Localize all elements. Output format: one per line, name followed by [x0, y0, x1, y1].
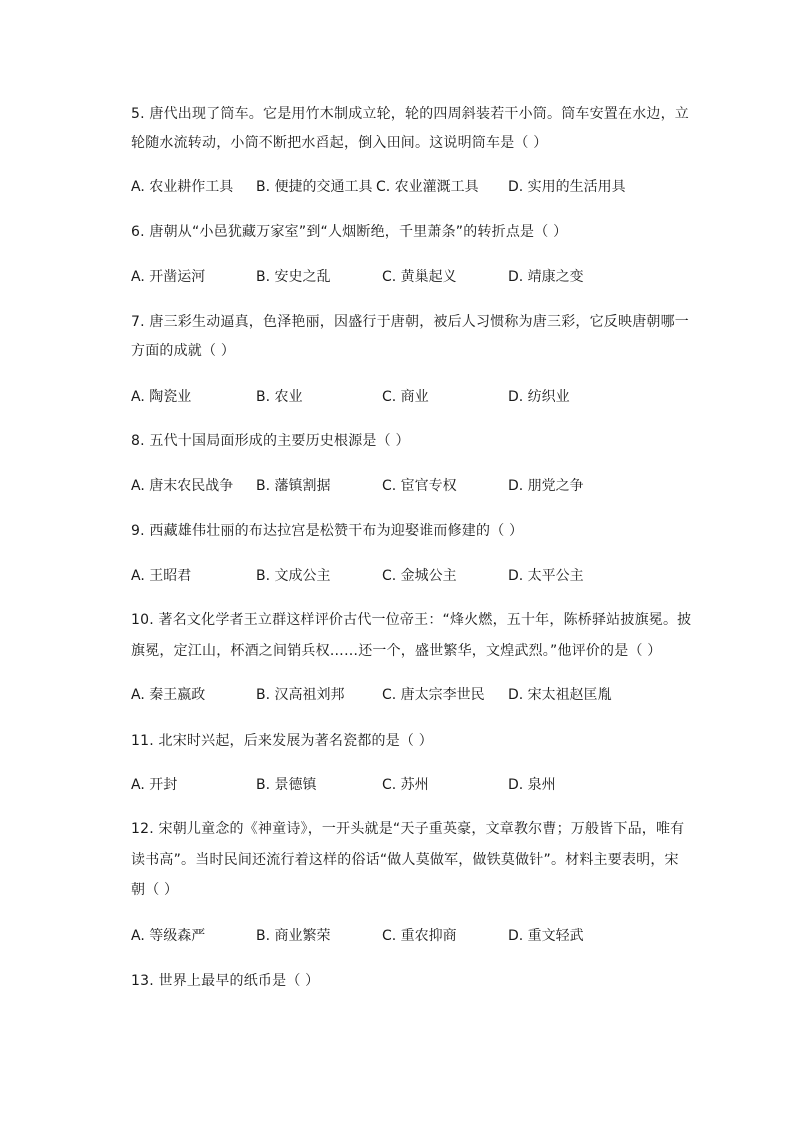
question-10-option-a: A. 秦王嬴政 [131, 687, 206, 703]
question-11-option-a: A. 开封 [131, 777, 178, 793]
question-5-option-a: A. 农业耕作工具 [131, 179, 234, 195]
question-10-line-2: 旗冕，定江山，杯酒之间销兵权……还一个，盛世繁华，文煌武烈。”他评价的是（ ） [131, 643, 662, 659]
question-11-option-c: C. 苏州 [382, 777, 429, 793]
question-5-line-2: 轮随水流转动，小筒不断把水舀起，倒入田间。这说明筒车是（ ） [131, 135, 548, 151]
question-12-option-d: D. 重文轻武 [508, 928, 584, 944]
question-5-option-b: B. 便捷的交通工具 [256, 179, 373, 195]
question-12-option-b: B. 商业繁荣 [256, 928, 331, 944]
question-9-option-c: C. 金城公主 [382, 568, 457, 584]
question-10-option-c: C. 唐太宗李世民 [382, 687, 485, 703]
question-7-option-b: B. 农业 [256, 389, 303, 405]
question-6-option-c: C. 黄巢起义 [382, 269, 457, 285]
question-8-option-b: B. 藩镇割据 [256, 478, 331, 494]
question-8-line-1: 8. 五代十国局面形成的主要历史根源是（ ） [131, 433, 410, 449]
question-8-option-a: A. 唐末农民战争 [131, 478, 234, 494]
question-7-option-c: C. 商业 [382, 389, 429, 405]
question-12-option-a: A. 等级森严 [131, 928, 206, 944]
question-5-line-1: 5. 唐代出现了筒车。它是用竹木制成立轮，轮的四周斜装若干小筒。筒车安置在水边，立 [131, 106, 690, 122]
question-7-option-d: D. 纺织业 [508, 389, 570, 405]
question-5-option-d: D. 实用的生活用具 [508, 179, 626, 195]
question-6-line-1: 6. 唐朝从“小邑犹藏万家室”到“人烟断绝，千里萧条”的转折点是（ ） [131, 224, 568, 240]
question-11-line-1: 11. 北宋时兴起，后来发展为著名瓷都的是（ ） [131, 733, 433, 749]
question-6-option-b: B. 安史之乱 [256, 269, 331, 285]
question-10-option-b: B. 汉高祖刘邦 [256, 687, 345, 703]
question-10-option-d: D. 宋太祖赵匡胤 [508, 687, 612, 703]
question-9-option-b: B. 文成公主 [256, 568, 331, 584]
question-11-option-d: D. 泉州 [508, 777, 556, 793]
question-7-option-a: A. 陶瓷业 [131, 389, 192, 405]
question-8-option-d: D. 朋党之争 [508, 478, 584, 494]
question-6-option-a: A. 开凿运河 [131, 269, 206, 285]
question-10-line-1: 10. 著名文化学者王立群这样评价古代一位帝王：“烽火燃，五十年，陈桥驿站披旗冕。披 [131, 612, 692, 628]
question-6-option-d: D. 靖康之变 [508, 269, 584, 285]
question-12-line-2: 读书高”。当时民间还流行着这样的俗话“做人莫做军，做铁莫做针”。材料主要表明，宋 [131, 852, 679, 868]
question-8-option-c: C. 宦官专权 [382, 478, 457, 494]
question-9-option-a: A. 王昭君 [131, 568, 192, 584]
question-12-line-3: 朝（ ） [131, 882, 179, 898]
question-9-option-d: D. 太平公主 [508, 568, 584, 584]
question-12-option-c: C. 重农抑商 [382, 928, 457, 944]
question-13-line-1: 13. 世界上最早的纸币是（ ） [131, 973, 320, 989]
question-12-line-1: 12. 宋朝儿童念的《神童诗》，一开头就是“天子重英豪，文章教尔曹；万般皆下品，唯有 [131, 821, 685, 837]
question-7-line-2: 方面的成就（ ） [131, 343, 236, 359]
question-9-line-1: 9. 西藏雄伟壮丽的布达拉宫是松赞干布为迎娶谁而修建的（ ） [131, 523, 524, 539]
question-5-option-c: C. 农业灌溉工具 [376, 179, 479, 195]
question-11-option-b: B. 景德镇 [256, 777, 317, 793]
question-7-line-1: 7. 唐三彩生动逼真，色泽艳丽，因盛行于唐朝，被后人习惯称为唐三彩，它反映唐朝哪一 [131, 314, 690, 330]
